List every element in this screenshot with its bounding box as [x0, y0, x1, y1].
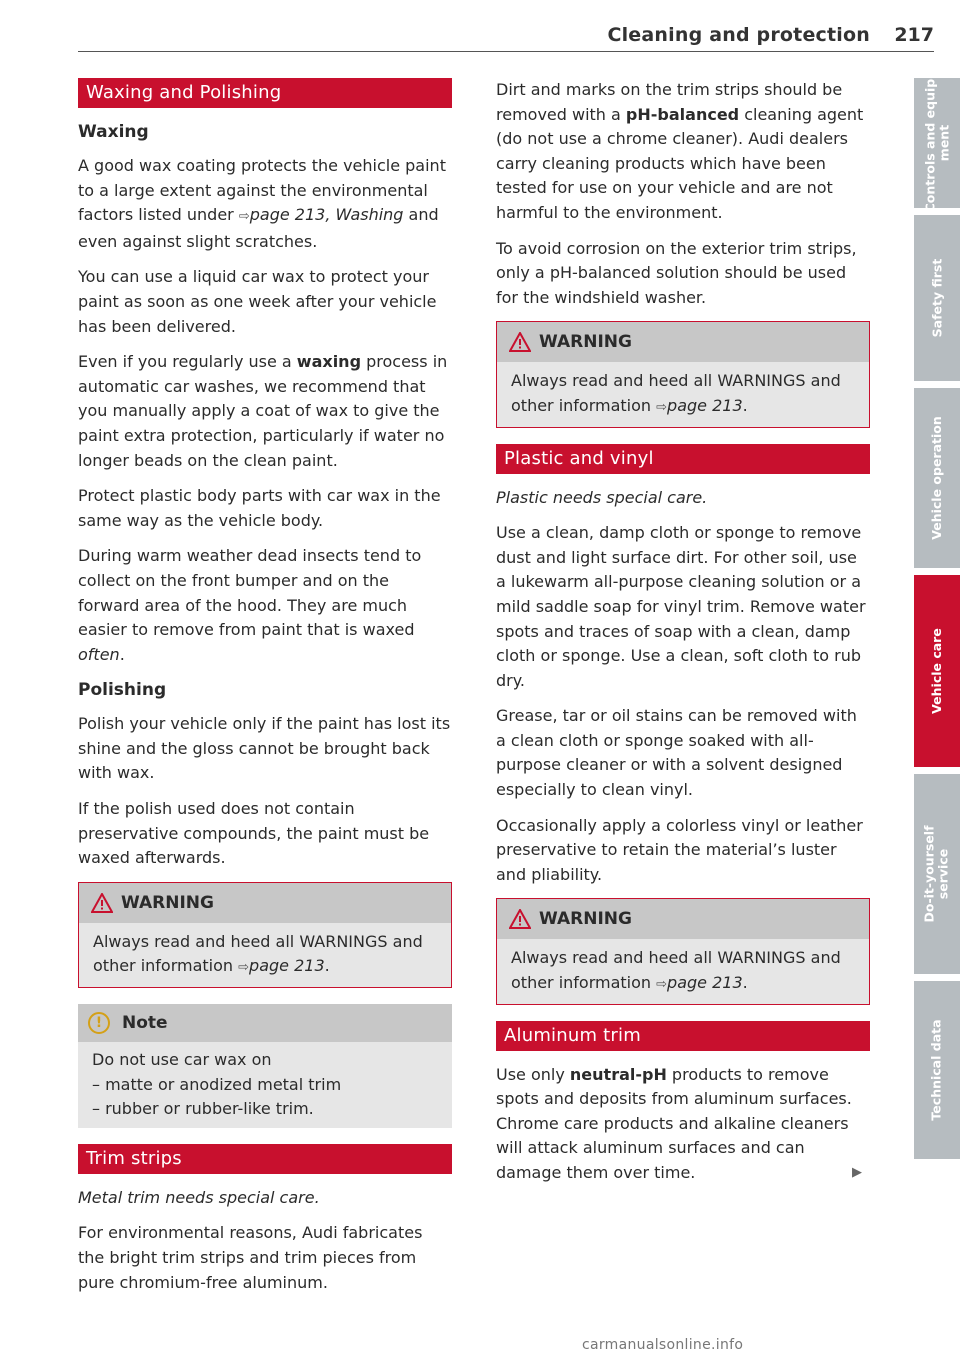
note-line: – rubber or rubber-like trim. [92, 1099, 314, 1119]
section-intro: Metal trim needs special care. [78, 1187, 320, 1207]
side-tab-do-it-yourself[interactable]: Do-it-yourself service [914, 774, 960, 974]
cross-ref-arrow-icon: ⇨ [238, 960, 250, 976]
cross-ref-arrow-icon: ⇨ [238, 209, 250, 225]
paragraph: A good wax coating protects the vehicle paint to a large extent against the environmental factors listed under ⇨page 213, Washing and even against slight scratches. [78, 156, 446, 251]
paragraph: During warm weather dead insects tend to collect on the front bumper and on the forward area of the hood. They are much easier to remove from paint that is waxed often. [78, 546, 422, 664]
warning-header [79, 883, 451, 923]
right-column [496, 78, 870, 1197]
side-tab-vehicle-care[interactable]: Vehicle care [914, 575, 960, 767]
paragraph: Protect plastic body parts with car wax in the same way as the vehicle body. [78, 486, 441, 530]
warning-text: Always read and heed all WARNINGS and other information ⇨page 213. [497, 939, 869, 1003]
continue-arrow-icon: ▶ [852, 1165, 862, 1180]
warning-title: WARNING [539, 909, 632, 930]
paragraph: Grease, tar or oil stains can be removed with a clean cloth or sponge soaked with all-purpose cleaner or with a solvent designed especially to clean vinyl. [496, 706, 857, 800]
note-box [78, 1004, 452, 1128]
paragraph: Occasionally apply a colorless vinyl or leather preservative to retain the material’s luster and pliability. [496, 815, 863, 884]
section-heading-aluminum-trim: Aluminum trim [496, 1021, 870, 1051]
section-heading-trim-strips: Trim strips [78, 1144, 452, 1174]
cross-ref-arrow-icon: ⇨ [656, 977, 668, 993]
page-number: 217 [894, 24, 934, 46]
cross-ref-link[interactable]: page 213 [667, 973, 743, 993]
paragraph: To avoid corrosion on the exterior trim strips, only a pH-balanced solution should be used for the windshield washer. [496, 238, 857, 307]
section-heading-waxing-polishing: Waxing and Polishing [78, 78, 452, 108]
footer-watermark: carmanualsonline.info [582, 1337, 744, 1353]
subheading-polishing: Polishing [78, 680, 167, 701]
warning-triangle-icon [509, 909, 531, 929]
side-tab-safety-first[interactable]: Safety first [914, 215, 960, 381]
warning-triangle-icon [509, 332, 531, 352]
warning-box [496, 321, 870, 427]
paragraph: Dirt and marks on the trim strips should be removed with a pH-balanced cleaning agent (do not use a chrome cleaner). Audi dealers carry cleaning products which have been tested for use on your vehicle and are not harmful to the environment. [496, 80, 864, 222]
subheading-waxing: Waxing [78, 122, 149, 142]
cross-ref-arrow-icon: ⇨ [656, 399, 668, 415]
side-tab-vehicle-operation[interactable]: Vehicle operation [914, 388, 960, 568]
chapter-side-tabs [914, 73, 960, 1166]
warning-title: WARNING [539, 332, 632, 353]
page-header [78, 24, 934, 52]
section-heading-plastic-vinyl: Plastic and vinyl [496, 444, 870, 474]
warning-triangle-icon [91, 893, 113, 913]
paragraph: For environmental reasons, Audi fabricates the bright trim strips and trim pieces from pure chromium-free aluminum. [78, 1223, 423, 1292]
paragraph: Even if you regularly use a waxing process in automatic car washes, we recommend that you manually apply a coat of wax to give the paint extra protection, particularly if water no longer beads on the clean paint. [78, 352, 448, 470]
paragraph: You can use a liquid car wax to protect your paint as soon as one week after your vehicle has been delivered. [78, 267, 437, 336]
warning-text: Always read and heed all WARNINGS and other information ⇨page 213. [79, 923, 451, 987]
side-tab-controls[interactable]: Controls and equip- ment [914, 78, 960, 208]
chapter-title: Cleaning and protection [607, 24, 870, 46]
note-title: Note [122, 1012, 168, 1033]
cross-ref-link[interactable]: page 213 [249, 956, 325, 976]
cross-ref-link[interactable]: page 213 [667, 395, 743, 415]
warning-box [78, 882, 452, 988]
cross-ref-link[interactable]: page 213, Washing [249, 205, 404, 225]
side-tab-technical-data[interactable]: Technical data [914, 981, 960, 1159]
warning-text: Always read and heed all WARNINGS and other information ⇨page 213. [497, 362, 869, 426]
note-body [78, 1042, 452, 1128]
note-line: Do not use car wax on [92, 1050, 272, 1070]
note-header [78, 1004, 452, 1042]
note-line: – matte or anodized metal trim [92, 1074, 342, 1094]
paragraph: If the polish used does not contain preservative compounds, the paint must be waxed afterwards. [78, 799, 430, 868]
note-info-icon: ! [88, 1012, 110, 1034]
left-column [78, 78, 452, 1306]
paragraph: Polish your vehicle only if the paint has lost its shine and the gloss cannot be brought back with wax. [78, 714, 451, 783]
warning-title: WARNING [121, 892, 214, 913]
paragraph: Use only neutral-pH products to remove spots and deposits from aluminum surfaces. Chrome care products and alkaline cleaners will attack aluminum surfaces and can damage them over time. ▶ [496, 1063, 870, 1186]
section-intro: Plastic needs special care. [496, 487, 708, 507]
warning-header [497, 899, 869, 939]
paragraph: Use a clean, damp cloth or sponge to remove dust and light surface dirt. For other soil, use a lukewarm all-purpose cleaning solution or a mild saddle soap for vinyl trim. Remove water spots and traces of soap with a clean, damp cloth or sponge. Use a clean, soft cloth to rub dry. [496, 523, 866, 690]
warning-header [497, 322, 869, 362]
warning-box [496, 898, 870, 1004]
